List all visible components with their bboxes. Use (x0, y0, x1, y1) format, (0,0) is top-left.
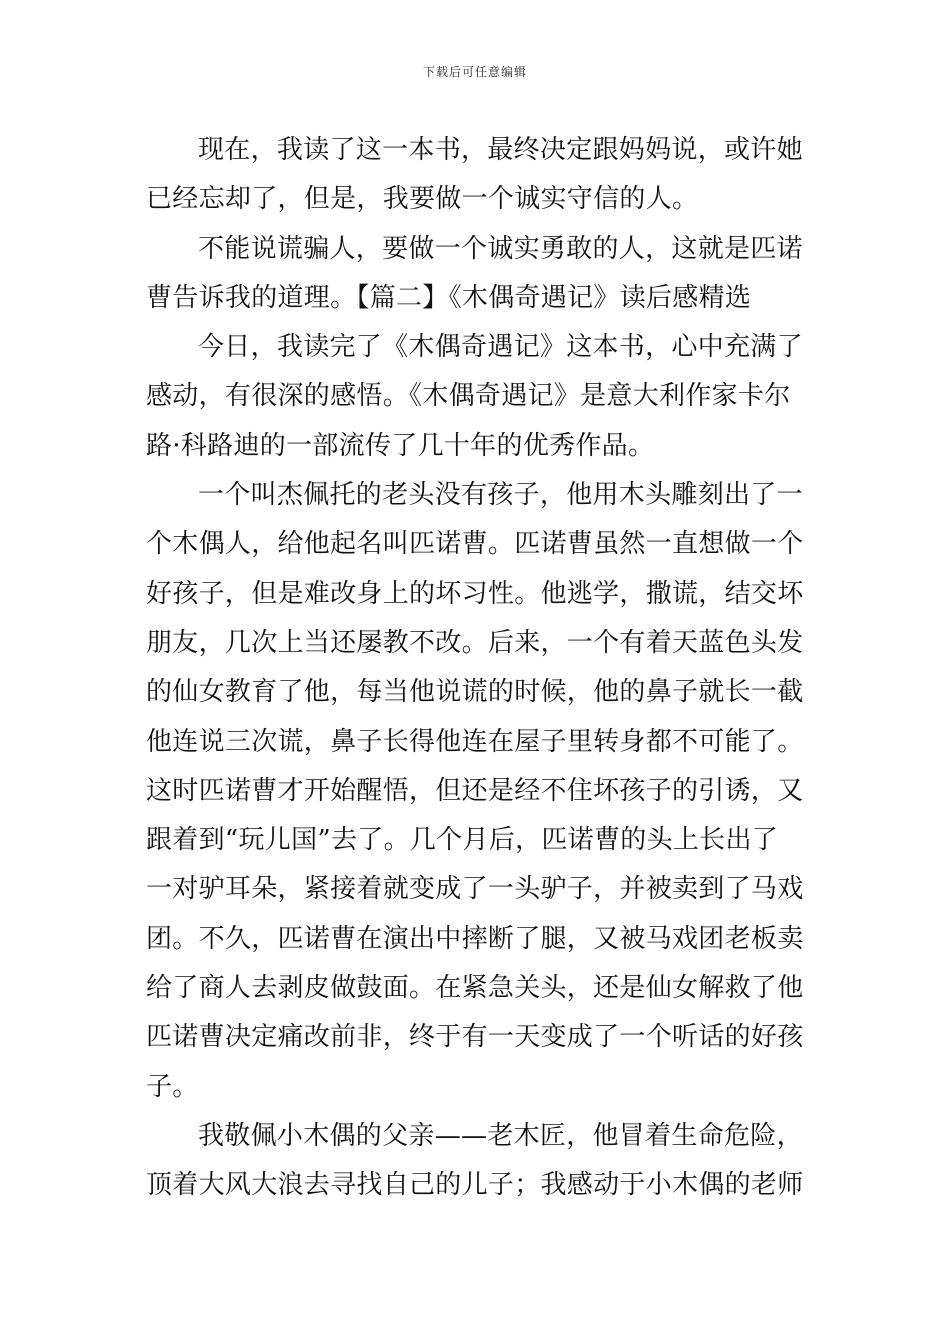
text-line: 匹诺曹决定痛改前非，终于有一天变成了一个听话的好孩 (146, 1022, 804, 1053)
text-line: 曹告诉我的道理。【篇二】《木偶奇遇记》读后感精选 (146, 282, 752, 313)
text-line: 顶着大风大浪去寻找自己的儿子；我感动于小木偶的老师 (146, 1170, 804, 1201)
text-line: 他连说三次谎，鼻子长得他连在屋子里转身都不可能了。 (146, 726, 804, 757)
text-line: 现在，我读了这一本书，最终决定跟妈妈说，或许她 (198, 135, 803, 165)
text-line: 一个叫杰佩托的老头没有孩子，他用木头雕刻出了一 (198, 480, 803, 511)
text-line: 朋友，几次上当还屡教不改。后来，一个有着天蓝色头发 (146, 627, 804, 658)
text-line: 跟着到“玩儿国”去了。几个月后，匹诺曹的头上长出了 (146, 825, 779, 856)
text-line: 子。 (146, 1071, 199, 1102)
body-text (146, 126, 806, 1211)
page-header: 下载后可任意编辑 (422, 65, 527, 79)
text-line: 团。不久，匹诺曹在演出中摔断了腿，又被马戏团老板卖 (146, 923, 804, 954)
text-line: 路·科路迪的一部流传了几十年的优秀作品。 (146, 430, 655, 461)
text-line: 今日，我读完了《木偶奇遇记》这本书，心中充满了 (198, 332, 803, 363)
text-line: 这时匹诺曹才开始醒悟，但还是经不住坏孩子的引诱，又 (146, 775, 804, 806)
text-line: 一对驴耳朵，紧接着就变成了一头驴子，并被卖到了马戏 (146, 874, 804, 905)
text-line: 个木偶人，给他起名叫匹诺曹。匹诺曹虽然一直想做一个 (146, 529, 804, 560)
text-line: 我敬佩小木偶的父亲——老木匠，他冒着生命危险， (198, 1120, 803, 1151)
text-line: 给了商人去剥皮做鼓面。在紧急关头，还是仙女解救了他 (146, 973, 804, 1004)
text-line: 感动，有很深的感悟。《木偶奇遇记》是意大利作家卡尔 (146, 381, 791, 412)
text-line: 好孩子，但是难改身上的坏习性。他逃学，撒谎，结交坏 (146, 578, 804, 609)
text-line: 已经忘却了，但是，我要做一个诚实守信的人。 (146, 184, 699, 215)
text-line: 不能说谎骗人，要做一个诚实勇敢的人，这就是匹诺 (198, 233, 803, 264)
text-line: 的仙女教育了他，每当他说谎的时候，他的鼻子就长一截 (146, 677, 804, 708)
